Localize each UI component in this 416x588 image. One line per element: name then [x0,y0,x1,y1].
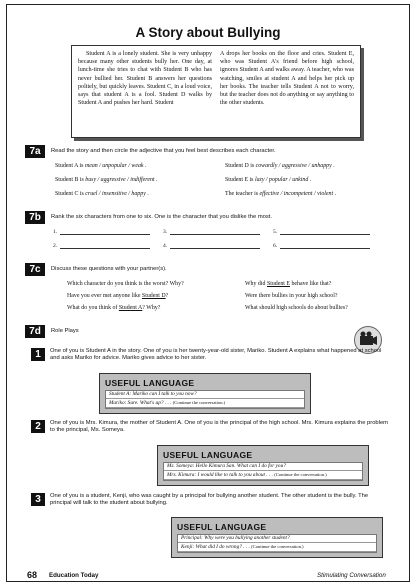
question-row [67,305,387,312]
roleplay-description: One of you is Mrs. Kimura, the mother of Student A. One of you is the principal of the high school. Mrs. Kimura explains the problem to the principal, Ms. Someya. [50,420,388,434]
useful-language-title: USEFUL LANGUAGE [163,450,253,460]
page-title: A Story about Bullying [135,25,281,40]
adjective-choices[interactable]: cruel / insensitive / happy [85,191,146,197]
rank-blank[interactable]: 6. [273,243,383,249]
question-row [67,293,387,300]
section-tag-7c: 7c [25,263,45,276]
dialogue-line: Kenji: What did I do wrong? . . . (Continue the conversation.) [178,543,376,552]
useful-language-box [99,373,311,414]
useful-language-box [157,445,369,486]
adjective-row: Student C is cruel / insensitive / happy . The teacher is effective / incompetent / violent . [55,191,337,197]
character-label: Student D is [225,163,256,169]
adjective-choices[interactable]: mean / unpopular / weak [84,163,144,169]
role-plays-heading: Role Plays [51,328,79,334]
adjective-choices[interactable]: cowardly / aggressive / unhappy [255,163,332,169]
rank-blank[interactable]: 5. [273,229,383,235]
section-tag-7a: 7a [25,145,45,158]
question: Which character do you think is the worst? Why? [67,281,184,287]
section-tag-7d: 7d [25,325,45,338]
adjective-choices[interactable]: busy / aggressive / indifferent [85,177,155,183]
story-box [71,45,361,138]
character-label: Student A is [55,163,85,169]
rank-blank[interactable]: 3. [163,229,273,235]
adjective-choices[interactable]: lazy / popular / unkind [254,177,309,183]
section-7b-instruction: Rank the six characters from one to six. One is the character that you dislike the most. [51,214,273,220]
dialogue-line: Student A: Mariko can I talk to you now? [106,391,304,399]
unit-title: Stimulating Conversation [317,572,386,579]
section-tag-7b: 7b [25,211,45,224]
rank-blanks-row [53,229,383,235]
question: What do you think of Student A? Why? [67,305,161,311]
rank-blank[interactable]: 2. [53,243,163,249]
story-column-2: A drops her books on the floor and cries. Student E, who was Student A's friend before high school, ignores Student A and walks away. A teacher, who was watching, smiles at student A and helps her pick up her books. The teacher tells Student A not to worry, but the teacher does not do anything or say anything to the other students. [220,51,354,107]
rank-blank[interactable]: 4. [163,243,273,249]
useful-language-title: USEFUL LANGUAGE [105,378,195,388]
question: Were there bullies in your high school? [245,293,338,299]
question: Have you ever met anyone like Student D? [67,293,169,299]
page-number: 68 [27,570,38,580]
dialogue-line: Mrs. Kimura: I would like to talk to you about . . . (Continue the conversation.) [164,471,362,480]
useful-language-title: USEFUL LANGUAGE [177,522,267,532]
dialogue-line: Principal: Why were you bullying another student? [178,535,376,543]
adjective-row: Student A is mean / unpopular / weak . Student D is cowardly / aggressive / unhappy . [55,163,335,169]
roleplay-number: 3 [31,493,45,506]
roleplay-description: One of you is Student A in the story. One of you is her twenty-year-old sister, Mariko. Student A explains what happened at school and asks Mariko for advice. Mariko gives advice to her sister. [50,348,382,362]
adjective-choices[interactable]: effective / incompetent / violent [259,191,334,197]
rank-blank[interactable]: 1. [53,229,163,235]
question: What should high schools do about bullies? [245,305,348,311]
useful-language-box [171,517,383,558]
character-label: Student B is [55,177,86,183]
story-column-1: Student A is a lonely student. She is very unhappy because many other students bully her. One day, at lunch-time she tries to chat with Student B who has never bullied her. Student B answers her questions politely, but quickly leaves. Student C, in a loud voice, says that student A is a fool. Student D walks by Student A and pushes her hard. Student [78,51,212,107]
adjective-row: Student B is busy / aggressive / indifferent . Student E is lazy / popular / unkind . [55,177,312,183]
character-label: Student E is [225,177,255,183]
question-row [67,281,387,288]
roleplay-number: 2 [31,420,45,433]
section-7c-instruction: Discuss these questions with your partner(s). [51,266,167,272]
book-title: Education Today [49,572,99,579]
question: Why did Student E behave like that? [245,281,332,287]
section-7a-instruction: Read the story and then circle the adjective that you feel best describes each character. [51,148,276,154]
roleplay-description: One of you is a student, Kenji, who was caught by a principal for bullying another student. The other student is the bully. The principal will talk to the student about bullying. [50,493,369,507]
dialogue-line: Mariko: Sure. What's up? . . . (Continue the conversation.) [106,399,304,408]
rank-blanks-row [53,243,383,249]
character-label: Student C is [55,191,86,197]
roleplay-number: 1 [31,348,45,361]
worksheet-page [6,4,410,582]
dialogue-line: Ms. Someya: Hello Kimura San. What can I do for you? [164,463,362,471]
character-label: The teacher is [225,191,260,197]
